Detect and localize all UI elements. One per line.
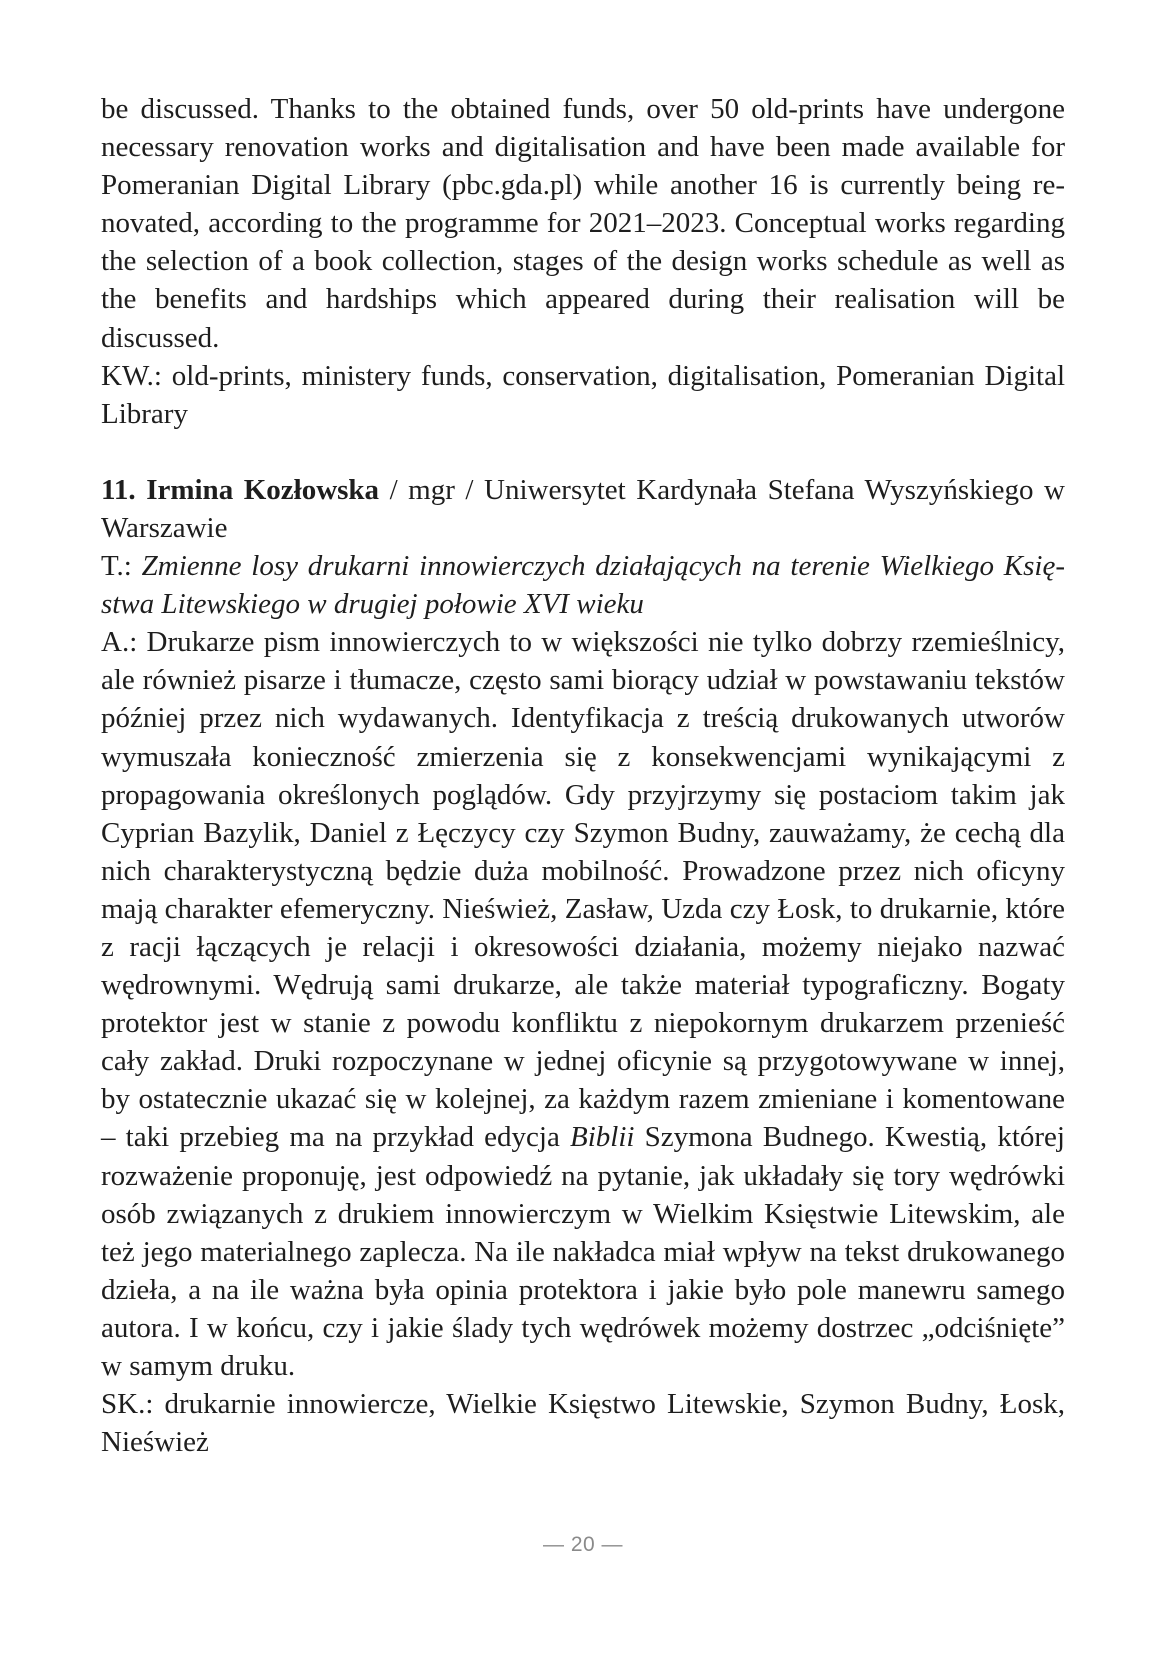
page-number: — 20 — <box>542 1533 624 1556</box>
abstract-text-part-1: A.: Drukarze pism innowierczych to w większości nie tylko dobrzy rzemieślnicy, ale również pisarze i tłumacze, często sami biorący udział w powstawaniu tekstów później przez nich wydawanych. Identyfikacja z treścią drukowanych utworów wymuszała konieczność zmierzenia się z konsekwencjami wynikającymi z propagowania określonych poglądów. Gdy przyjrzymy się postaciom takim jak Cyprian Bazylik, Daniel z Łęczycy czy Szymon Budny, zauważamy, że cechą dla nich charakterystyczną będzie duża mobilność. Prowadzone przez nich oficyny mają charakter efemeryczny. Nieśwież, Zasław, Uzda czy Łosk, to drukarnie, które z racji łączących je relacji i okresowości działania, możemy niejako nazwać wędrownymi. Wędrują sami drukarze, ale także materiał typograficzny. Bogaty protektor jest w stanie z powodu konfliktu z niepokornym drukarzem przenieść cały zakład. Druki rozpoczynane w jednej oficynie są przygotowywane w innej, by ostatecznie ukazać się w kolejnej, za każdym razem zmieniane i komentowane – taki przebieg ma na przykład edycja <box>101 626 1065 1154</box>
previous-abstract-keywords: KW.: old-prints, ministery funds, conservation, digitalisation, Pomeranian Digital Library <box>101 359 1065 430</box>
author-name: Irmina Kozłowska <box>146 473 380 506</box>
previous-abstract-continuation: be discussed. Thanks to the obtained funds, over 50 old-prints have undergone necessary renovation works and digitalisation and have been made available for Pomeranian Digital Library (pbc.gda.pl) while another 16 is currently being renovated, according to the programme for 2021–2023. Conceptual works regarding the selection of a book collection, stages of the design works schedule as well as the benefits and hardships which appeared during their realisation will be discussed. <box>101 93 1065 354</box>
entry-keywords: SK.: drukarnie innowiercze, Wielkie Księstwo Litewskie, Szymon Budny, Łosk, Nieśwież <box>101 1388 1065 1459</box>
page-content <box>101 90 1065 1461</box>
entry-abstract <box>101 623 1065 1385</box>
section-gap <box>101 433 1065 471</box>
author-affiliation: / mgr / Uniwersytet Kardynała Stefana Wyszyńskiego w Warszawie <box>101 473 1065 544</box>
abstract-text-part-2: Szymona Budnego. Kwestią, której rozważenie proponuję, jest odpowiedź na pytanie, jak układały się tory wędrówki osób związanych z drukiem innowierczym w Wielkim Księstwie Litewskim, ale też jego materialnego zaplecza. Na ile nakładca miał wpływ na tekst drukowanego dzieła, a na ile ważna była opinia protektora i jakie było pole manewru samego autora. I w końcu, czy i jakie ślady tych wędrówek możemy dostrzec „odciśnięte” w samym druku. <box>101 1121 1065 1382</box>
title-label: T.: <box>101 550 142 583</box>
abstract-italic-word: Biblii <box>570 1121 635 1154</box>
title-text: Zmienne losy drukarni innowierczych działających na terenie Wielkiego Księstwa Litewskiego w drugiej połowie XVI wieku <box>101 550 1065 621</box>
entry-title <box>101 547 1065 623</box>
entry-heading <box>101 471 1065 547</box>
entry-number: 11. <box>101 473 136 506</box>
